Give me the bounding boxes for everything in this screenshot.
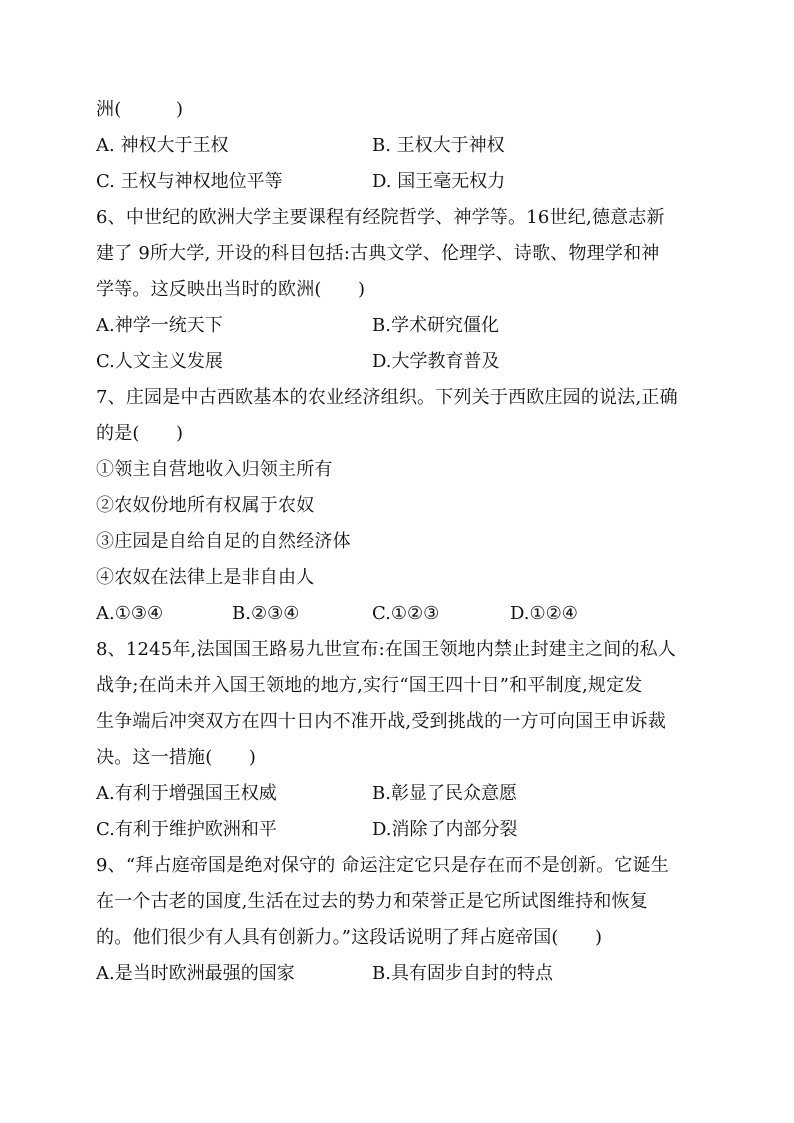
- q7-statement-2: ②农奴份地所有权属于农奴: [96, 495, 315, 516]
- q7-option-d: D.①②④: [510, 603, 578, 624]
- q7-statement-1: ①领主自营地收入归领主所有: [96, 459, 333, 480]
- q9-option-a: A.是当时欧洲最强的国家: [96, 963, 295, 984]
- q7-statement-3: ③庄园是自给自足的自然经济体: [96, 531, 351, 552]
- q5-option-d: D. 国王毫无权力: [372, 171, 506, 192]
- q6-options-row-1: [96, 313, 716, 339]
- q7-stem-line-1: 7、庄园是中古西欧基本的农业经济组织。下列关于西欧庄园的说法,正确: [96, 387, 678, 408]
- q8-option-b: B.彰显了民众意愿: [372, 783, 517, 804]
- q6-option-a: A.神学一统天下: [96, 315, 223, 336]
- q8-stem-line-4: 决。这一措施( ): [96, 747, 257, 768]
- q8-option-d: D.消除了内部分裂: [372, 819, 518, 840]
- q9-stem-line-1: 9、“拜占庭帝国是绝对保守的 命运注定它只是存在而不是创新。它诞生: [96, 855, 669, 876]
- q8-stem-line-2: 战争;在尚未并入国王领地的地方,实行“国王四十日”和平制度,规定发: [96, 675, 643, 696]
- q9-stem-line-3: 的。他们很少有人具有创新力。”这段话说明了拜占庭帝国( ): [96, 927, 603, 948]
- q9-options-row-1: [96, 961, 716, 987]
- q6-stem-line-2: 建了 9所大学, 开设的科目包括:古典文学、伦理学、诗歌、物理学和神: [96, 243, 660, 264]
- q7-option-c: C.①②③: [372, 603, 440, 624]
- q9-option-b: B.具有固步自封的特点: [372, 963, 553, 984]
- q6-options-row-2: [96, 349, 716, 375]
- q7-stem-line-2: 的是( ): [96, 423, 184, 444]
- q8-stem-line-1: 8、1245年,法国国王路易九世宣布:在国王领地内禁止封建主之间的私人: [96, 639, 677, 660]
- q5-option-c: C. 王权与神权地位平等: [96, 171, 283, 192]
- q5-stem-tail: 洲( ): [96, 99, 184, 120]
- q5-options-row-1: [96, 133, 716, 159]
- q8-options-row-2: [96, 817, 716, 843]
- q8-options-row-1: [96, 781, 716, 807]
- q7-statement-4: ④农奴在法律上是非自由人: [96, 567, 315, 588]
- q6-option-b: B.学术研究僵化: [372, 315, 499, 336]
- q7-option-b: B.②③④: [232, 603, 300, 624]
- q6-option-d: D.大学教育普及: [372, 351, 500, 372]
- q7-options-row: [96, 601, 716, 627]
- q6-stem-line-3: 学等。这反映出当时的欧洲( ): [96, 279, 366, 300]
- q6-stem-line-1: 6、中世纪的欧洲大学主要课程有经院哲学、神学等。16世纪,德意志新: [96, 207, 665, 228]
- q6-option-c: C.人文主义发展: [96, 351, 223, 372]
- q5-options-row-2: [96, 169, 716, 195]
- q5-option-a: A. 神权大于王权: [96, 135, 229, 156]
- q8-option-a: A.有利于增强国王权威: [96, 783, 277, 804]
- q7-option-a: A.①③④: [96, 603, 164, 624]
- q8-option-c: C.有利于维护欧洲和平: [96, 819, 277, 840]
- q5-option-b: B. 王权大于神权: [372, 135, 505, 156]
- q8-stem-line-3: 生争端后冲突双方在四十日内不准开战,受到挑战的一方可向国王申诉裁: [96, 711, 667, 732]
- q9-stem-line-2: 在一个古老的国度,生活在过去的势力和荣誉正是它所试图维持和恢复: [96, 891, 648, 912]
